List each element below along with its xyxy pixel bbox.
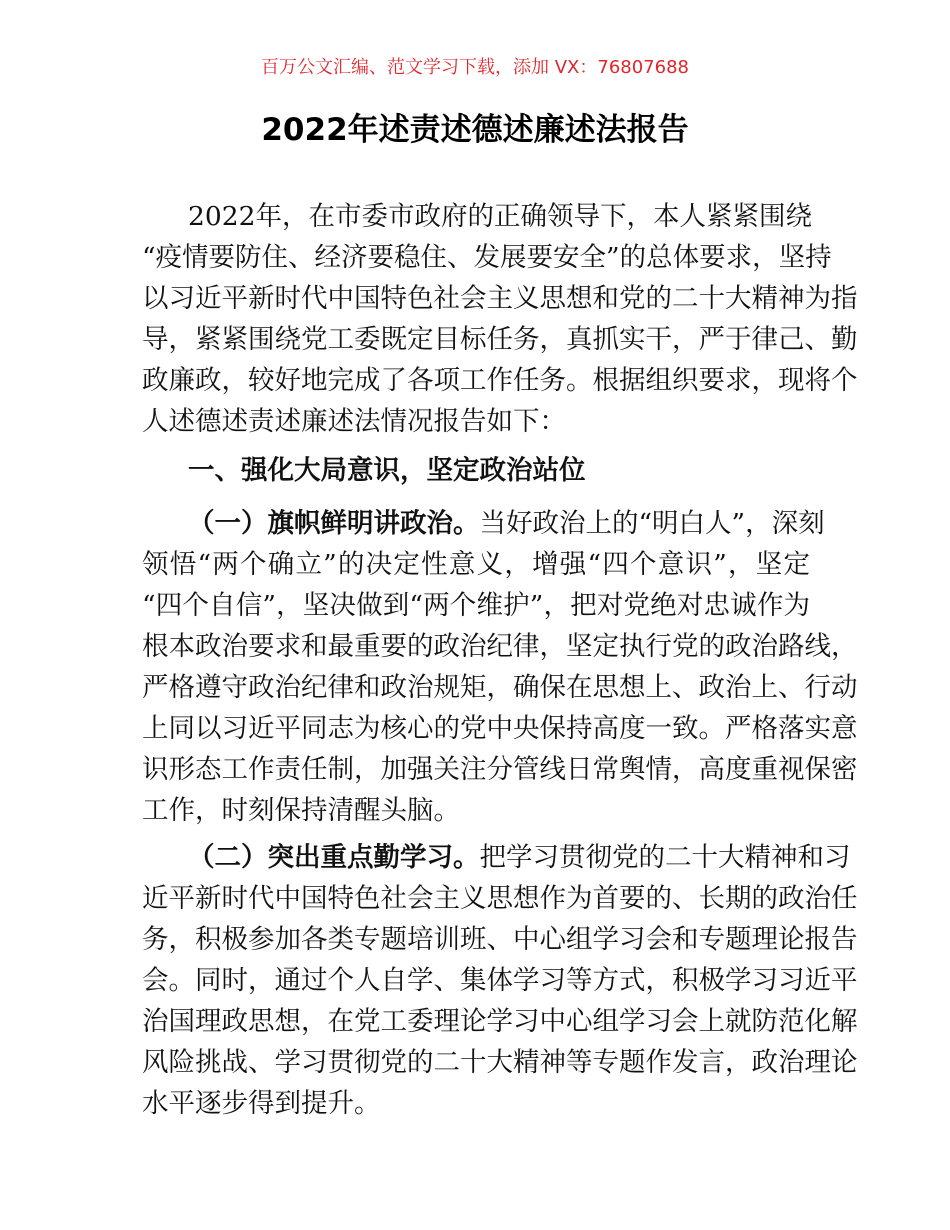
paragraph-line: 领悟“两个确立”的决定性意义，增强“四个意识”，坚定 [142, 549, 810, 580]
paragraph-line: 根本政治要求和最重要的政治纪律，坚定执行党的政治路线， [142, 631, 858, 662]
paragraph-line: 上同以习近平同志为核心的党中央保持高度一致。严格落实意 [142, 713, 858, 744]
paragraph-line: “四个自信”，坚决做到“两个维护”，把对党绝对忠诚作为 [142, 590, 810, 621]
paragraph-line: 人述德述责述廉述法情况报告如下： [142, 406, 566, 437]
intro-paragraph [142, 196, 858, 442]
paragraph-line: 务，积极参加各类专题培训班、中心组学习会和专题理论报告 [142, 924, 858, 955]
paragraph-line: 水平逐步得到提升。 [142, 1088, 381, 1119]
watermark-banner: 百万公文汇编、范文学习下载，添加 VX：76807688 [261, 57, 689, 78]
paragraph-line: 政廉政，较好地完成了各项工作任务。根据组织要求，现将个 [142, 365, 858, 396]
item1-paragraph [142, 503, 858, 831]
paragraph-line: 治国理政思想，在党工委理论学习中心组学习会上就防范化解 [142, 1006, 858, 1037]
item-title: （二）突出重点勤学习。 [188, 842, 480, 873]
paragraph-line: 风险挑战、学习贯彻党的二十大精神等专题作发言，政治理论 [142, 1047, 858, 1078]
document-title: 2022年述责述德述廉述法报告 [261, 112, 689, 148]
paragraph-line: “疫情要防住、经济要稳住、发展要安全”的总体要求，坚持 [142, 242, 832, 273]
item-text: 把学习贯彻党的二十大精神和习 [479, 842, 851, 873]
paragraph-line: 会。同时，通过个人自学、集体学习等方式，积极学习习近平 [142, 965, 858, 996]
item2-paragraph [142, 837, 858, 1124]
paragraph-line: 2022年，在市委市政府的正确领导下，本人紧紧围绕 [188, 201, 812, 232]
paragraph-line: 严格遵守政治纪律和政治规矩，确保在思想上、政治上、行动 [142, 672, 858, 703]
item-title: （一）旗帜鲜明讲政治。 [188, 508, 480, 539]
item-text: 当好政治上的“明白人”，深刻 [479, 508, 825, 539]
paragraph-line: 以习近平新时代中国特色社会主义思想和党的二十大精神为指 [142, 283, 858, 314]
paragraph-line: 工作，时刻保持清醒头脑。 [142, 795, 460, 826]
paragraph-line: 近平新时代中国特色社会主义思想作为首要的、长期的政治任 [142, 883, 858, 914]
paragraph-line [142, 503, 825, 544]
section-heading: 一、强化大局意识，坚定政治站位 [188, 455, 586, 486]
paragraph-line [142, 837, 851, 878]
paragraph-line: 导，紧紧围绕党工委既定目标任务，真抓实干，严于律己、勤 [142, 324, 858, 355]
paragraph-line: 识形态工作责任制，加强关注分管线日常舆情，高度重视保密 [142, 754, 858, 785]
